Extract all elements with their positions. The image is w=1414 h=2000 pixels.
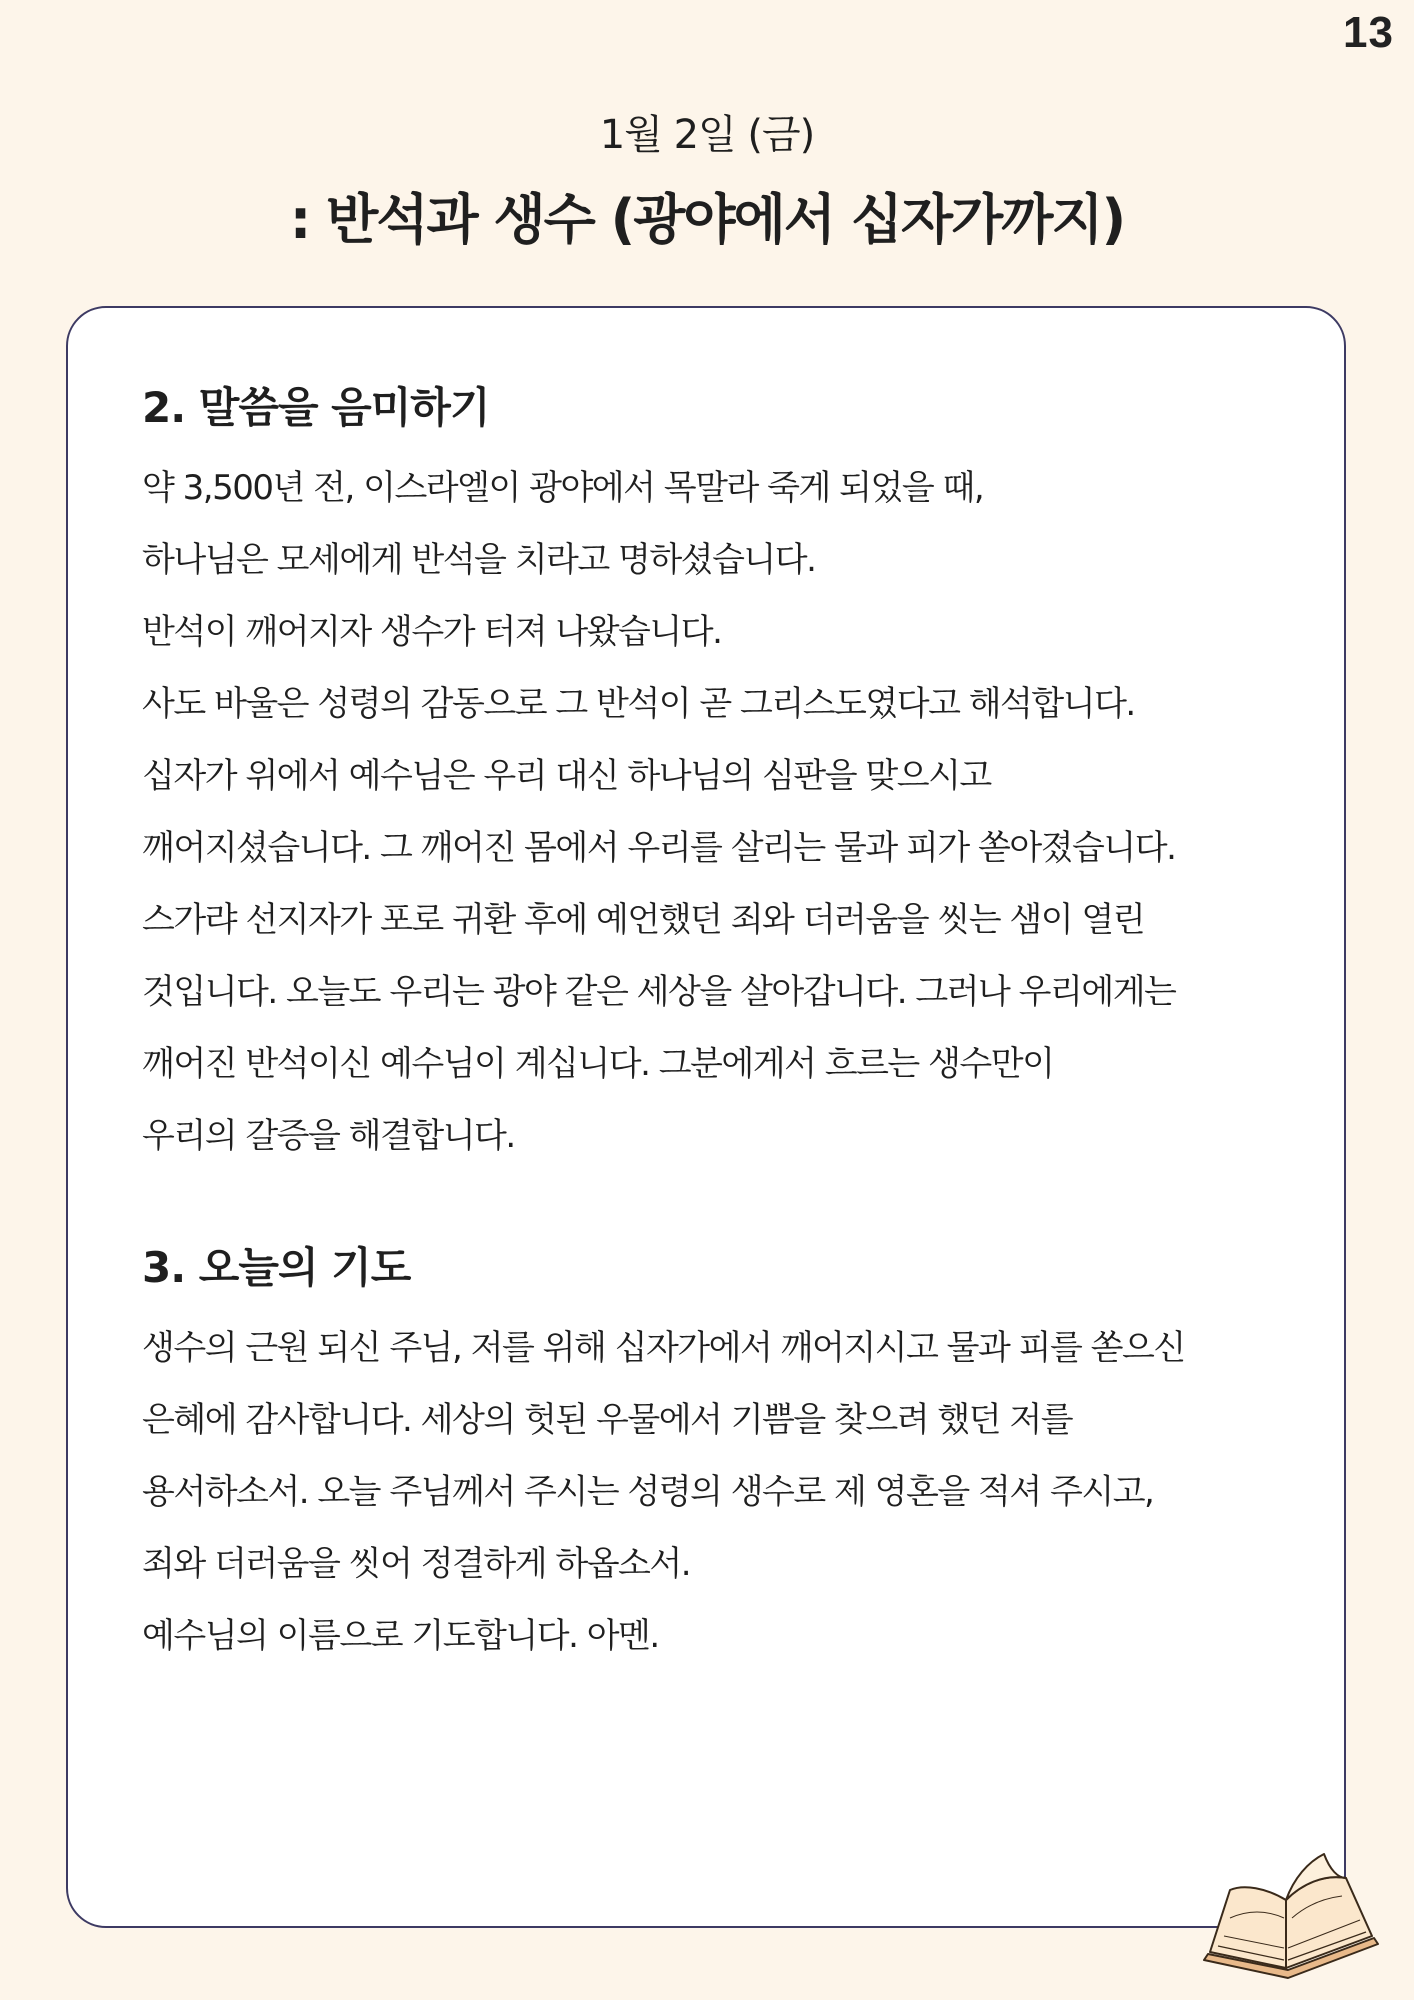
- prayer-paragraph: [142, 1312, 1312, 1672]
- text-line: 사도 바울은 성령의 감동으로 그 반석이 곧 그리스도였다고 해석합니다.: [142, 684, 1135, 724]
- date-heading: 1월 2일 (금): [599, 112, 815, 158]
- open-book-icon: [1196, 1848, 1386, 1988]
- page-number: 13: [1343, 8, 1394, 57]
- text-line: 하나님은 모세에게 반석을 치라고 명하셨습니다.: [142, 540, 816, 580]
- text-line: 죄와 더러움을 씻어 정결하게 하옵소서.: [142, 1544, 691, 1584]
- text-line: 예수님의 이름으로 기도합니다. 아멘.: [142, 1616, 659, 1656]
- text-line: 우리의 갈증을 해결합니다.: [142, 1116, 515, 1156]
- text-line: 생수의 근원 되신 주님, 저를 위해 십자가에서 깨어지시고 물과 피를 쏟으신: [142, 1328, 1185, 1368]
- text-line: 깨어지셨습니다. 그 깨어진 몸에서 우리를 살리는 물과 피가 쏟아졌습니다.: [142, 828, 1176, 868]
- text-line: 은혜에 감사합니다. 세상의 헛된 우물에서 기쁨을 찾으려 했던 저를: [142, 1400, 1073, 1440]
- text-line: 약 3,500년 전, 이스라엘이 광야에서 목말라 죽게 되었을 때,: [142, 468, 984, 508]
- page-header: [0, 105, 1414, 255]
- prayer-section: [142, 1238, 1312, 1672]
- page-title: : 반석과 생수 (광야에서 십자가까지): [289, 188, 1125, 251]
- text-line: 반석이 깨어지자 생수가 터져 나왔습니다.: [142, 612, 722, 652]
- text-line: 십자가 위에서 예수님은 우리 대신 하나님의 심판을 맞으시고: [142, 756, 991, 796]
- text-line: 스가랴 선지자가 포로 귀환 후에 예언했던 죄와 더러움을 씻는 샘이 열린: [142, 900, 1145, 940]
- section-heading: 2. 말씀을 음미하기: [142, 383, 490, 432]
- content-card: [66, 306, 1346, 1928]
- text-line: 것입니다. 오늘도 우리는 광야 같은 세상을 살아갑니다. 그러나 우리에게는: [142, 972, 1176, 1012]
- section-heading: 3. 오늘의 기도: [142, 1243, 411, 1292]
- meditation-section: [142, 378, 1312, 1172]
- text-line: 깨어진 반석이신 예수님이 계십니다. 그분에게서 흐르는 생수만이: [142, 1044, 1054, 1084]
- text-line: 용서하소서. 오늘 주님께서 주시는 성령의 생수로 제 영혼을 적셔 주시고,: [142, 1472, 1154, 1512]
- meditation-paragraph: [142, 452, 1312, 1172]
